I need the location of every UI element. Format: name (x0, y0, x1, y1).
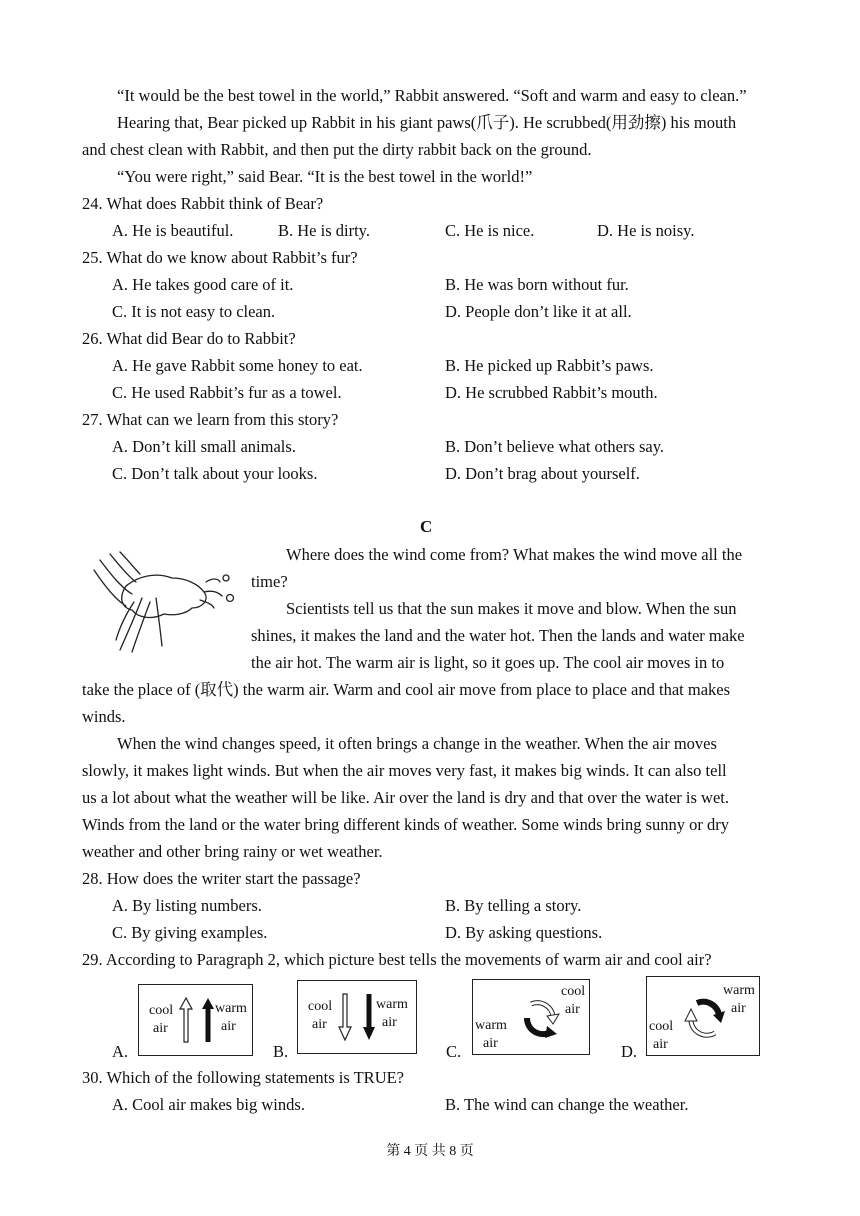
q29-option-c-label[interactable]: C. (446, 1042, 462, 1061)
q30-option-b[interactable]: B. The wind can change the weather. (445, 1095, 689, 1114)
passage-line-11: Winds from the land or the water bring different kinds of weather. Some winds bring sunny or dry (82, 815, 729, 834)
cool-label: cool (649, 1019, 674, 1034)
warm-label: warm (723, 983, 755, 998)
q30-option-a[interactable]: A. Cool air makes big winds. (112, 1095, 305, 1114)
air-label: air (483, 1036, 498, 1051)
question-29: 29. According to Paragraph 2, which picture best tells the movements of warm air and cool air? (82, 950, 712, 969)
solid-down-arrow-icon (362, 993, 376, 1041)
question-24: 24. What does Rabbit think of Bear? (82, 194, 324, 213)
cool-label: cool (561, 984, 586, 999)
q24-option-a[interactable]: A. He is beautiful. (112, 221, 234, 240)
q25-option-d[interactable]: D. People don’t like it at all. (445, 302, 632, 321)
q29-option-d-label[interactable]: D. (621, 1042, 638, 1061)
passage-line-7: winds. (82, 707, 126, 726)
q29-option-a-label[interactable]: A. (112, 1042, 129, 1061)
section-c-heading: C (420, 517, 433, 536)
story-line-3: and chest clean with Rabbit, and then put the dirty rabbit back on the ground. (82, 140, 592, 159)
passage-line-5: the air hot. The warm air is light, so it goes up. The cool air moves in to (251, 653, 725, 672)
q26-option-b[interactable]: B. He picked up Rabbit’s paws. (445, 356, 654, 375)
story-line-1: “It would be the best towel in the world,” Rabbit answered. “Soft and warm and easy to clean.” (117, 86, 747, 105)
question-28: 28. How does the writer start the passage? (82, 869, 361, 888)
air-label: air (731, 1001, 746, 1016)
circular-arrows-icon (677, 987, 731, 1049)
air-label: air (221, 1019, 236, 1034)
hollow-down-arrow-icon (338, 993, 352, 1041)
q26-option-d[interactable]: D. He scrubbed Rabbit’s mouth. (445, 383, 658, 402)
q27-option-a[interactable]: A. Don’t kill small animals. (112, 437, 296, 456)
cool-label: cool (308, 999, 333, 1014)
q28-option-a[interactable]: A. By listing numbers. (112, 896, 262, 915)
passage-line-3: Scientists tell us that the sun makes it move and blow. When the sun (286, 599, 737, 618)
q25-option-a[interactable]: A. He takes good care of it. (112, 275, 294, 294)
q27-option-b[interactable]: B. Don’t believe what others say. (445, 437, 665, 456)
question-30: 30. Which of the following statements is TRUE? (82, 1068, 405, 1087)
passage-line-4: shines, it makes the land and the water hot. Then the lands and water make (251, 626, 745, 645)
q29-option-b-label[interactable]: B. (273, 1042, 289, 1061)
q28-option-c[interactable]: C. By giving examples. (112, 923, 268, 942)
air-label: air (153, 1021, 168, 1036)
passage-line-9: slowly, it makes light winds. But when the air moves very fast, it makes big winds. It can also tell (82, 761, 727, 780)
q28-option-b[interactable]: B. By telling a story. (445, 896, 582, 915)
passage-line-2: time? (251, 572, 288, 591)
q24-option-b[interactable]: B. He is dirty. (278, 221, 370, 240)
q28-option-d[interactable]: D. By asking questions. (445, 923, 603, 942)
story-line-2: Hearing that, Bear picked up Rabbit in his giant paws(爪子). He scrubbed(用劲擦) his mouth (117, 113, 737, 132)
passage-line-10: us a lot about what the weather will be like. Air over the land is dry and that over the water is wet. (82, 788, 729, 807)
warm-label: warm (475, 1018, 507, 1033)
passage-line-12: weather and other bring rainy or wet weather. (82, 842, 383, 861)
question-25: 25. What do we know about Rabbit’s fur? (82, 248, 358, 267)
solid-up-arrow-icon (201, 997, 215, 1043)
wind-tree-illustration (86, 548, 246, 658)
air-label: air (382, 1015, 397, 1030)
q25-option-c[interactable]: C. It is not easy to clean. (112, 302, 276, 321)
question-27: 27. What can we learn from this story? (82, 410, 339, 429)
hollow-up-arrow-icon (179, 997, 193, 1043)
q26-option-a[interactable]: A. He gave Rabbit some honey to eat. (112, 356, 363, 375)
question-26: 26. What did Bear do to Rabbit? (82, 329, 296, 348)
q29-picture-b[interactable] (297, 980, 417, 1054)
q27-option-c[interactable]: C. Don’t talk about your looks. (112, 464, 318, 483)
q27-option-d[interactable]: D. Don’t brag about yourself. (445, 464, 640, 483)
cool-label: cool (149, 1003, 174, 1018)
q29-picture-c[interactable] (472, 979, 590, 1055)
circular-arrows-icon (511, 988, 565, 1050)
page-footer: 第 4 页 共 8 页 (386, 1144, 474, 1159)
passage-line-6: take the place of (取代) the warm air. Warm and cool air move from place to place and that makes (82, 680, 731, 699)
q29-picture-d[interactable] (646, 976, 760, 1056)
warm-label: warm (215, 1001, 247, 1016)
warm-label: warm (376, 997, 408, 1012)
q25-option-b[interactable]: B. He was born without fur. (445, 275, 629, 294)
air-label: air (312, 1017, 327, 1032)
q24-option-d[interactable]: D. He is noisy. (597, 221, 695, 240)
q24-option-c[interactable]: C. He is nice. (445, 221, 535, 240)
passage-line-8: When the wind changes speed, it often brings a change in the weather. When the air moves (117, 734, 717, 753)
air-label: air (653, 1037, 668, 1052)
air-label: air (565, 1002, 580, 1017)
q26-option-c[interactable]: C. He used Rabbit’s fur as a towel. (112, 383, 342, 402)
story-line-4: “You were right,” said Bear. “It is the best towel in the world!” (117, 167, 533, 186)
q29-picture-a[interactable] (138, 984, 253, 1056)
passage-line-1: Where does the wind come from? What makes the wind move all the (286, 545, 743, 564)
